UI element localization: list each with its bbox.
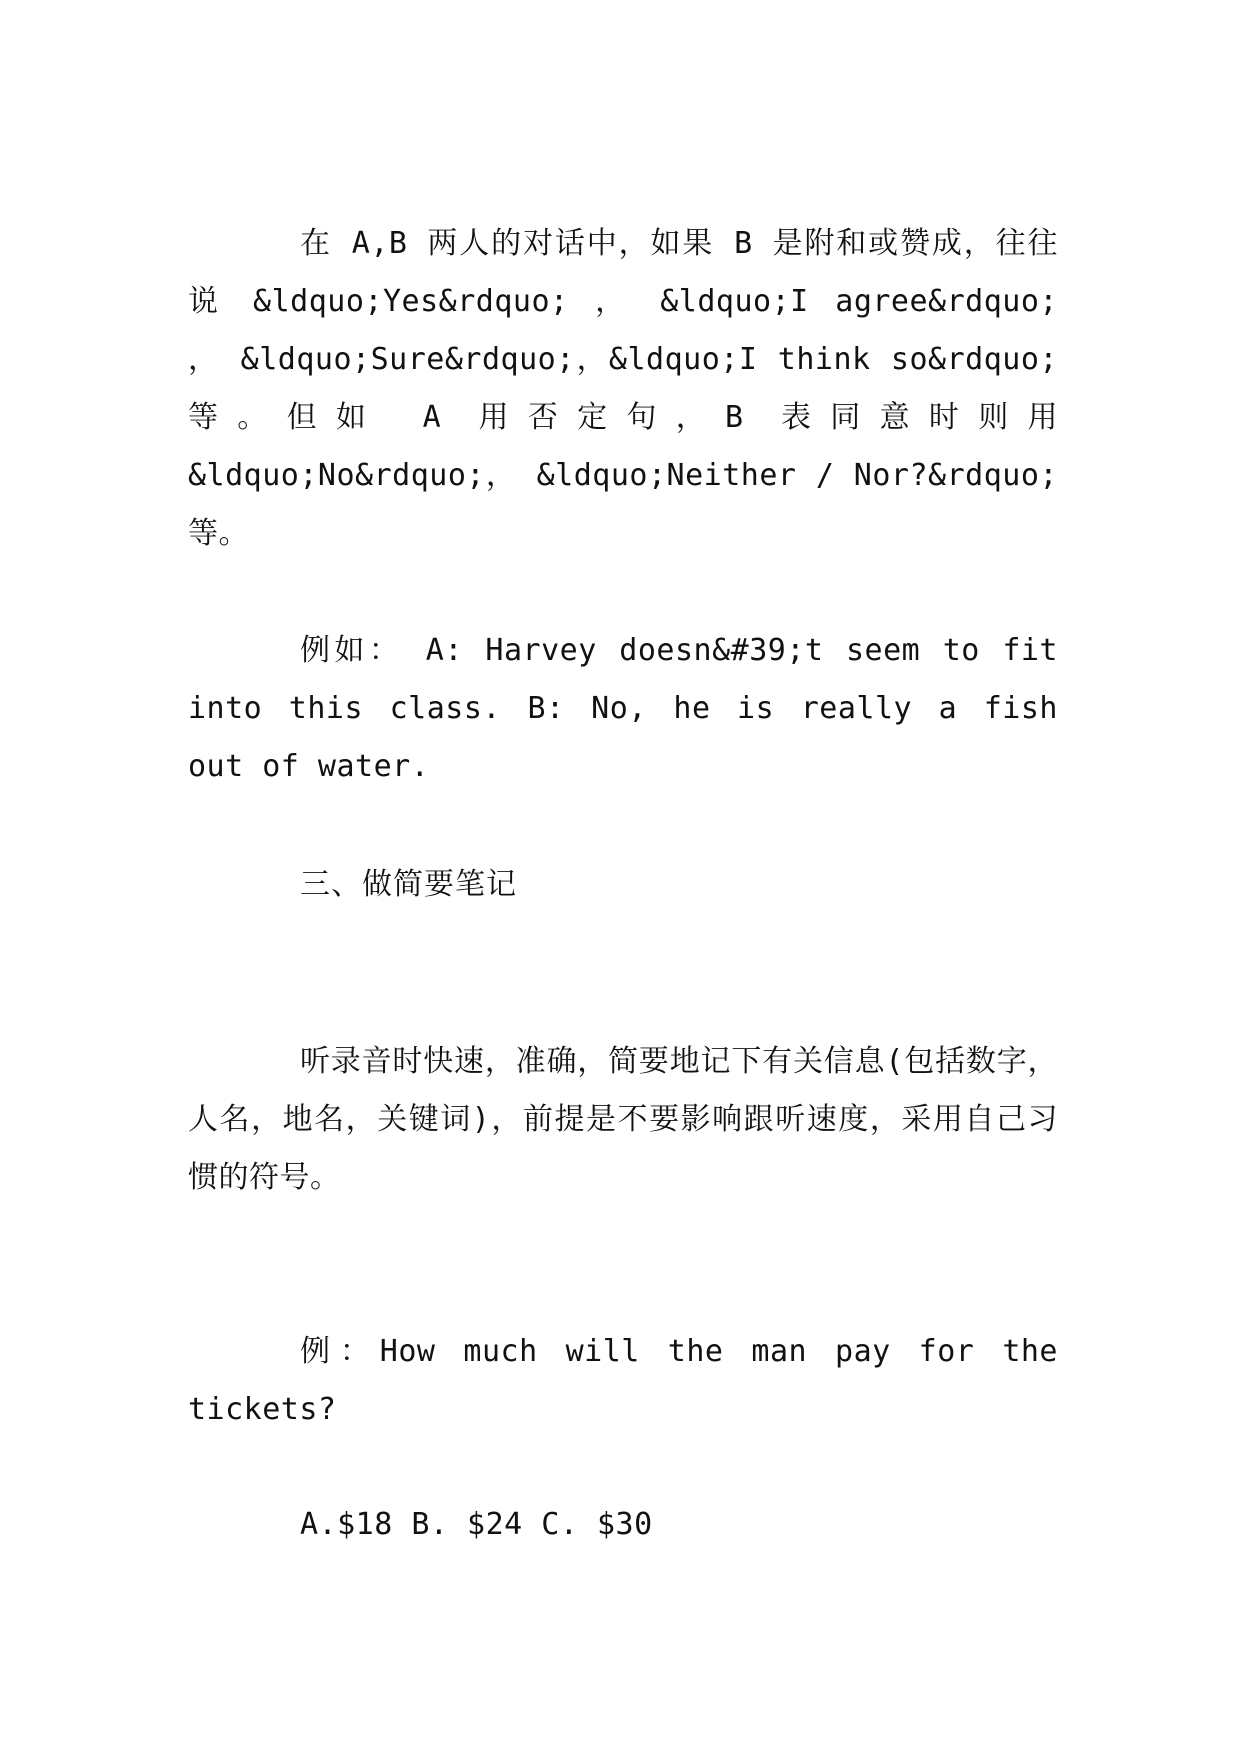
paragraph-note-taking-tips: 听录音时快速，准确，简要地记下有关信息(包括数字，人名，地名，关键词)，前提是不要影响跟听速度，采用自己习惯的符号。 xyxy=(188,1044,1058,1195)
paragraph-agreement-usage: 在 A,B 两人的对话中，如果 B 是附和或赞成，往往说 &ldquo;Yes&rdquo; ， &ldquo;I agree&rdquo; ， &ldquo;Sure&rdquo;，&ldquo;I think so&rdquo;等。但如 A 用否定句，B 表同意时则用 &ldquo;No&rdquo;， &ldquo;Neither / Nor?&rdquo;等。 xyxy=(188,226,1058,551)
section-heading-take-notes: 三、做简要笔记 xyxy=(300,867,517,902)
paragraph-example-question: 例：How much will the man pay for the tickets? xyxy=(188,1334,1058,1427)
paragraph-example-dialogue: 例如： A: Harvey doesn&#39;t seem to fit into this class. B: No, he is really a fish out of water. xyxy=(188,633,1058,784)
paragraph-answer-options: A.$18 B. $24 C. $30 xyxy=(300,1507,653,1542)
